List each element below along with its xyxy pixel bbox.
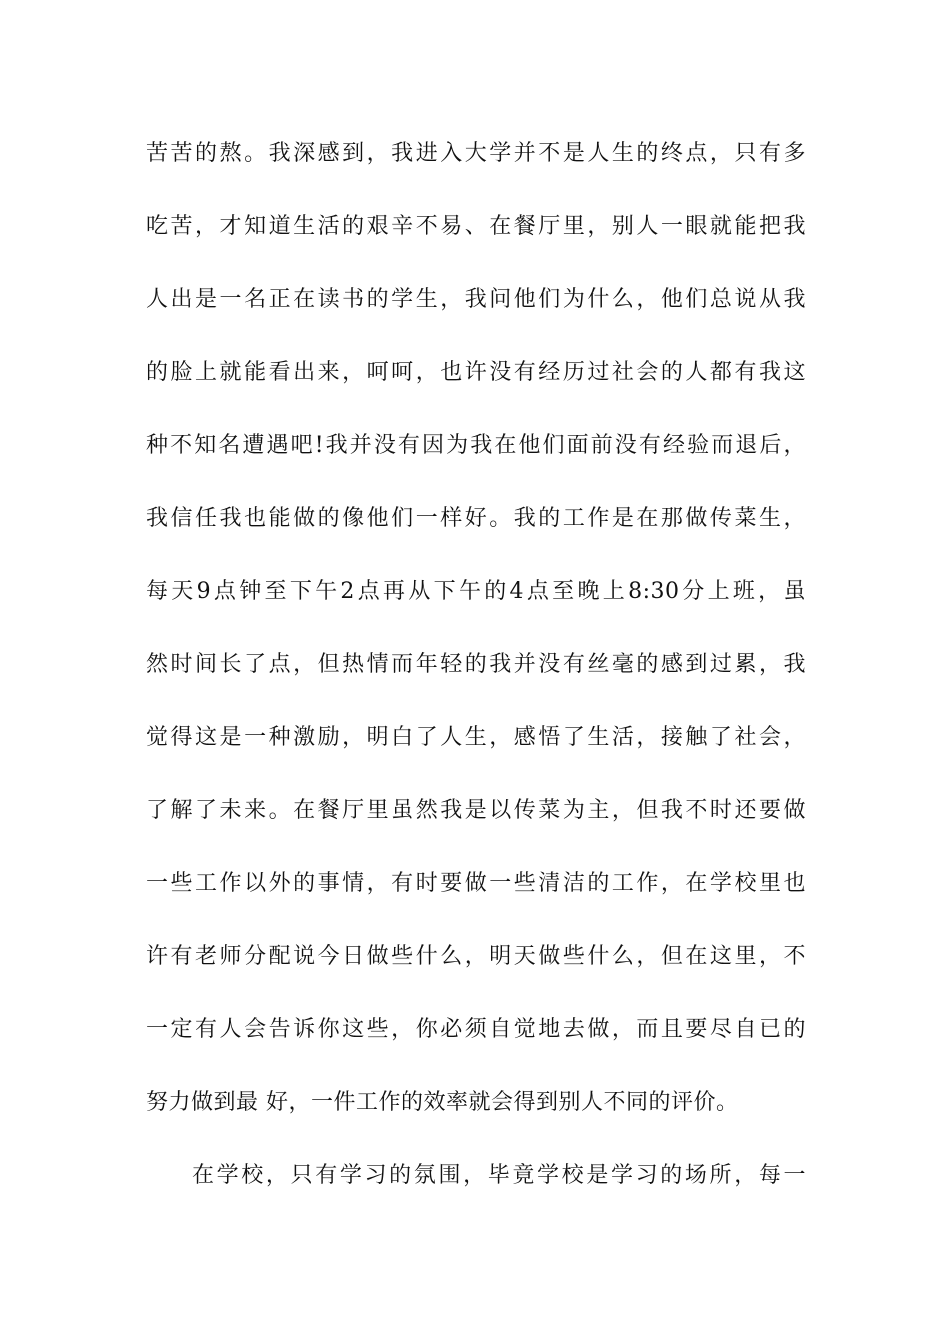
text-line: 苦苦的熬。我深感到，我进入大学并不是人生的终点，只有多 [146,141,806,166]
text-line: 一定有人会告诉你这些，你必须自觉地去做，而且要尽自已的 [146,1017,806,1042]
text-line: 吃苦，才知道生活的艰辛不易、在餐厅里，别人一眼就能把我 [146,214,806,239]
body-text [146,134,806,1229]
text-line: 的脸上就能看出来，呵呵，也许没有经历过社会的人都有我这 [146,360,806,385]
text-line: 了解了未来。在餐厅里虽然我是以传菜为主，但我不时还要做 [146,798,806,823]
text-line: 觉得这是一种激励，明白了人生，感悟了生活，接触了社会， [146,725,806,750]
paragraph-first-line: 在学校，只有学习的氛围，毕竟学校是学习的场所，每一 [192,1163,806,1188]
text-line: 人出是一名正在读书的学生，我问他们为什么，他们总说从我 [146,287,806,312]
text-line: 我信任我也能做的像他们一样好。我的工作是在那做传菜生， [146,506,806,531]
text-line: 一些工作以外的事情，有时要做一些清洁的工作，在学校里也 [146,871,806,896]
text-line: 努力做到最 好，一件工作的效率就会得到别人不同的评价。 [146,1090,739,1115]
text-line: 许有老师分配说今日做些什么，明天做些什么，但在这里，不 [146,944,806,969]
text-line: 每天9点钟至下午2点再从下午的4点至晚上8:30分上班，虽 [146,579,806,604]
text-line: 然时间长了点，但热情而年轻的我并没有丝毫的感到过累，我 [146,652,806,677]
text-line: 种不知名遭遇吧!我并没有因为我在他们面前没有经验而退后， [146,433,806,458]
